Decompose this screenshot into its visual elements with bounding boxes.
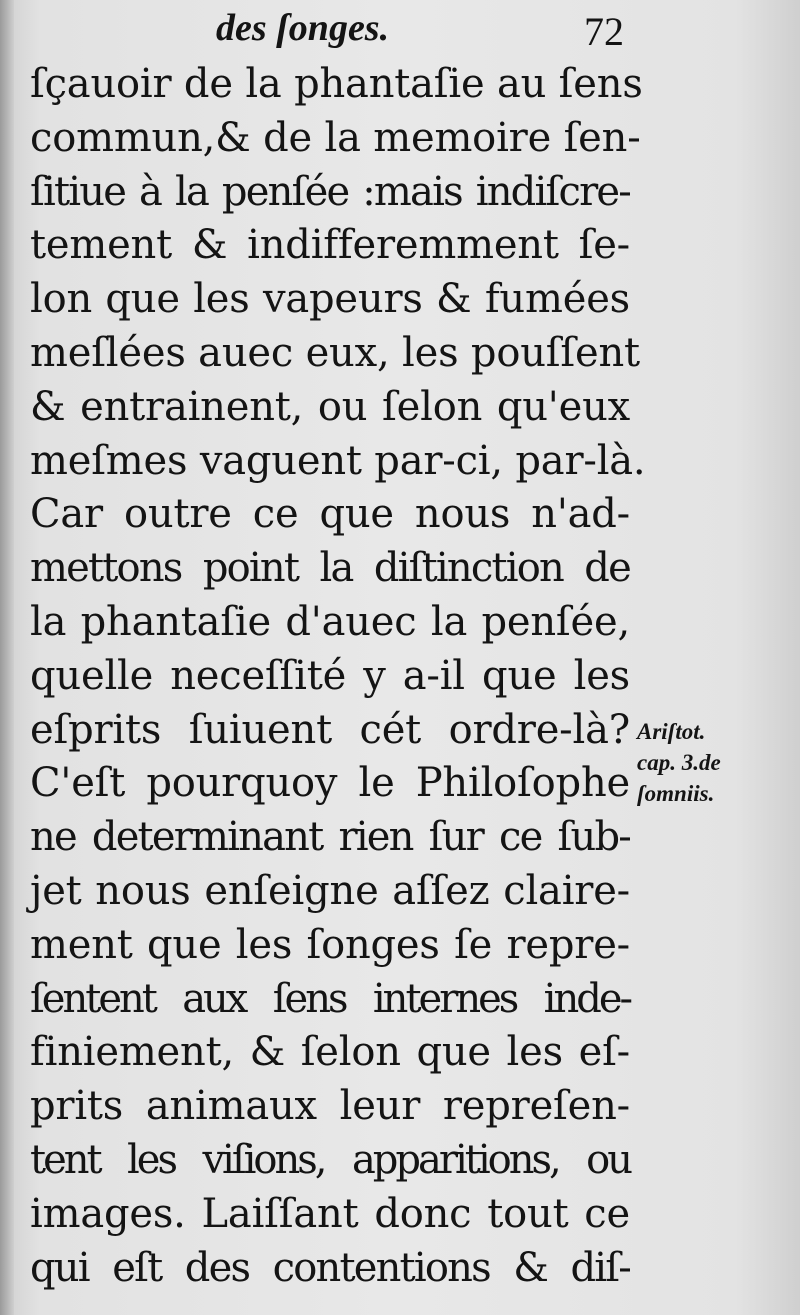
marginal-note-line: Ariſtot.	[637, 719, 706, 744]
text-line: eſprits ſuiuent cét ordre-là?	[30, 706, 630, 753]
text-line: mettons point la diſtinction de	[30, 545, 630, 592]
text-line: images. Laiſſant donc tout ce	[30, 1190, 630, 1237]
text-line: meſlées auec eux, les pouſſent	[30, 329, 640, 376]
text-line: commun,& de la memoire ſen-	[30, 114, 641, 161]
text-line: la phantaſie d'auec la penſée,	[30, 598, 630, 645]
text-line: ne determinant rien ſur ce ſub-	[30, 814, 630, 861]
text-line: tement & indifferemment ſe-	[30, 222, 630, 269]
text-line: tent les viſions, apparitions, ou	[30, 1136, 630, 1183]
marginal-note-line: cap. 3.de	[637, 750, 721, 775]
text-line: finiement, & ſelon que les eſ-	[30, 1029, 630, 1076]
text-line: prits animaux leur repreſen-	[30, 1083, 630, 1130]
running-head	[0, 6, 800, 56]
text-line: quelle neceſſité y a-il que les	[30, 652, 630, 699]
text-line: Car outre ce que nous n'ad-	[30, 491, 630, 538]
text-line: ſitiue à la penſée :mais indiſcre-	[30, 168, 630, 215]
body-text	[30, 58, 646, 1295]
text-line: ſçauoir de la phantaſie au ſens	[30, 61, 643, 107]
running-head-title: des ſonges.	[216, 7, 390, 49]
text-line: ſentent aux ſens internes inde-	[30, 975, 630, 1022]
text-line: jet nous enſeigne aſſez claire-	[30, 867, 630, 914]
marginal-note-line: ſomniis.	[637, 781, 715, 806]
text-line: qui eſt des contentions & diſ-	[30, 1244, 630, 1291]
text-line: ment que les ſonges ſe repre-	[30, 921, 630, 968]
text-line: meſmes vaguent par-ci, par-là.	[30, 437, 646, 484]
text-line: C'eſt pourquoy le Philoſophe	[30, 760, 630, 807]
page-number: 72	[584, 9, 624, 54]
text-line: & entrainent, ou ſelon qu'eux	[30, 383, 630, 430]
text-line: lon que les vapeurs & fumées	[30, 276, 630, 323]
page-gutter-shadow	[0, 0, 14, 1315]
marginal-note	[637, 716, 777, 809]
